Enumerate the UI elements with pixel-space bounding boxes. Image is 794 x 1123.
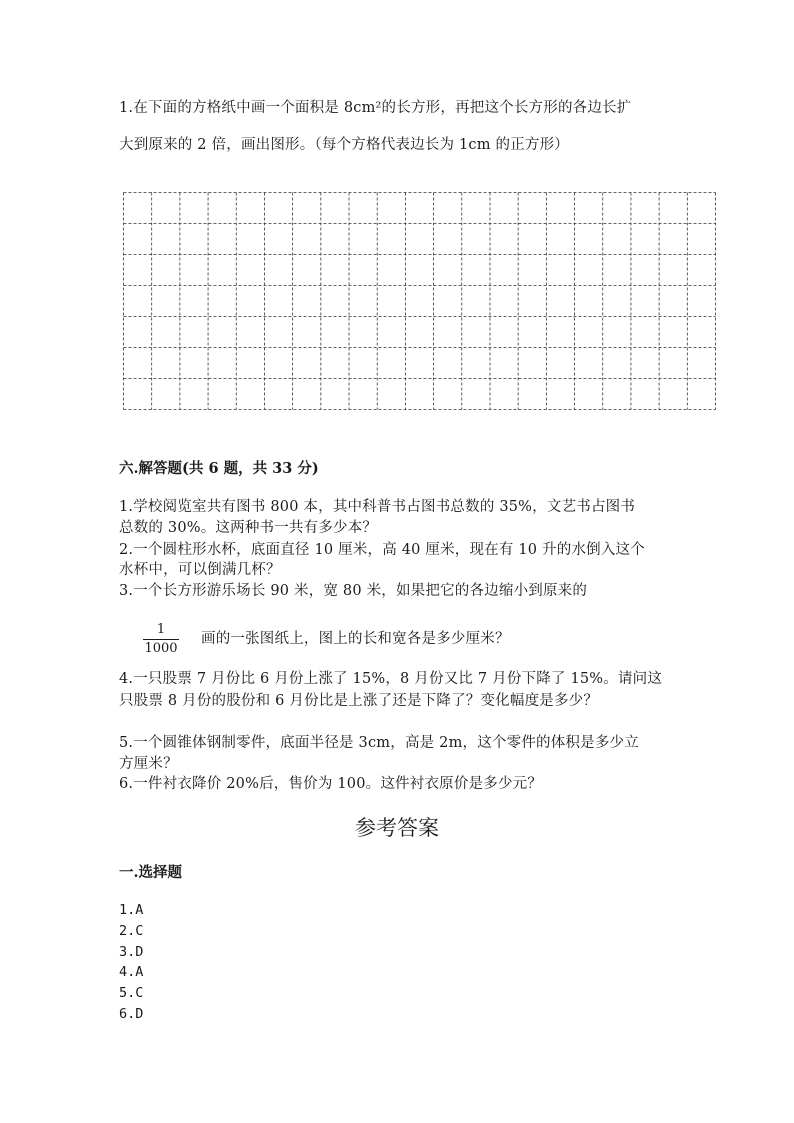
q4-line-1: 4.一只股票 7 月份比 6 月份上涨了 15%，8 月份又比 7 月份下降了 15%。请问这 [119, 671, 663, 687]
answer-item: 2.C [119, 923, 144, 939]
grid-question-line-1: 1.在下面的方格纸中画一个面积是 8cm²的长方形，再把这个长方形的各边长扩 [119, 100, 632, 116]
q4-line-2: 只股票 8 月份的股份和 6 月份比是上涨了还是下降了？变化幅度是多少？ [119, 693, 599, 709]
section-6-heading: 六.解答题(共 6 题，共 33 分) [119, 460, 319, 477]
grid-lines [123, 192, 716, 410]
q2-line-2: 水杯中，可以倒满几杯？ [119, 562, 281, 578]
q5-line-1: 5.一个圆锥体钢制零件，底面半径是 3cm，高是 2m，这个零件的体积是多少立 [119, 735, 639, 751]
q2-line-1: 2.一个圆柱形水杯，底面直径 10 厘米，高 40 厘米，现在有 10 升的水倒入这个 [119, 542, 645, 558]
q6-line: 6.一件衬衣降价 20%后，售价为 100。这件衬衣原价是多少元？ [119, 776, 543, 792]
q3-line-2: 画的一张图纸上，图上的长和宽各是多少厘米？ [201, 631, 510, 647]
q5-line-2: 方厘米？ [119, 756, 178, 772]
answer-item: 3.D [119, 944, 144, 960]
answer-item: 1.A [119, 902, 144, 918]
answer-item: 4.A [119, 964, 144, 980]
answers-section-1-heading: 一.选择题 [119, 864, 183, 881]
q1-line-1: 1.学校阅览室共有图书 800 本，其中科普书占图书总数的 35%，文艺书占图书 [119, 499, 636, 515]
square-grid-paper [123, 192, 716, 410]
q1-line-2: 总数的 30%。这两种书一共有多少本？ [119, 520, 378, 536]
fraction-numerator: 1 [156, 622, 166, 637]
answer-key-title: 参考答案 [355, 816, 439, 840]
fraction-bar [143, 639, 179, 640]
answer-item: 6.D [119, 1006, 144, 1022]
grid-question-line-2: 大到原来的 2 倍，画出图形。（每个方格代表边长为 1cm 的正方形） [119, 137, 570, 153]
answer-item: 5.C [119, 985, 144, 1001]
fraction-denominator: 1000 [144, 641, 178, 656]
fraction-one-thousandth [143, 622, 179, 657]
q3-line-1: 3.一个长方形游乐场长 90 米，宽 80 米，如果把它的各边缩小到原来的 [119, 583, 588, 599]
